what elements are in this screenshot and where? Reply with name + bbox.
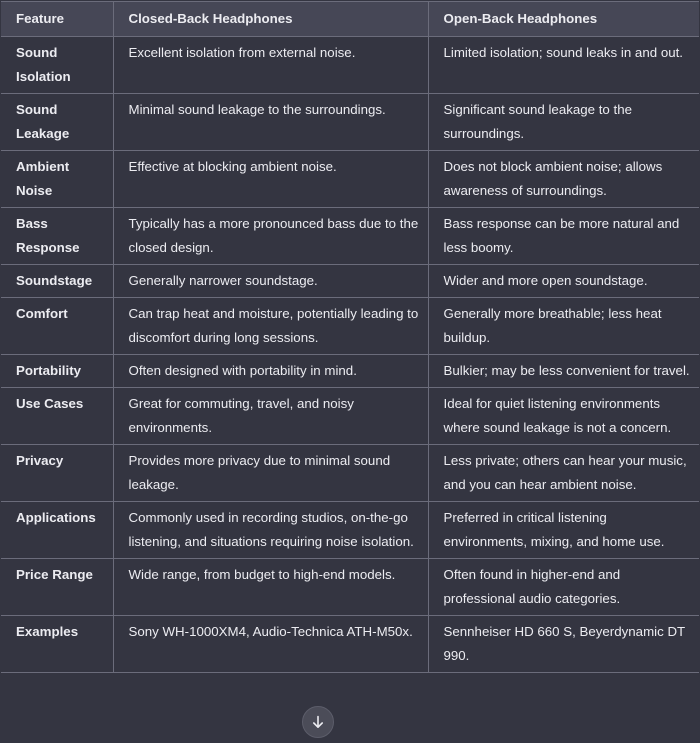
- closed-back-cell: Excellent isolation from external noise.: [113, 37, 428, 94]
- comparison-table: [1, 1, 699, 673]
- closed-back-cell: Typically has a more pronounced bass due to the closed design.: [113, 208, 428, 265]
- table-header-row: [1, 2, 699, 37]
- closed-back-cell: Effective at blocking ambient noise.: [113, 151, 428, 208]
- feature-cell: Use Cases: [1, 388, 113, 445]
- open-back-cell: Bulkier; may be less convenient for travel.: [428, 355, 699, 388]
- feature-cell: Ambient Noise: [1, 151, 113, 208]
- table-row: [1, 94, 699, 151]
- table-body: [1, 37, 699, 673]
- table-row: [1, 37, 699, 94]
- open-back-cell: Limited isolation; sound leaks in and out.: [428, 37, 699, 94]
- table-row: [1, 298, 699, 355]
- table-row: [1, 208, 699, 265]
- table-row: [1, 265, 699, 298]
- table-row: [1, 559, 699, 616]
- feature-cell: Comfort: [1, 298, 113, 355]
- open-back-cell: Often found in higher-end and professional audio categories.: [428, 559, 699, 616]
- header-open-back: Open-Back Headphones: [428, 2, 699, 37]
- open-back-cell: Less private; others can hear your music, and you can hear ambient noise.: [428, 445, 699, 502]
- header-closed-back: Closed-Back Headphones: [113, 2, 428, 37]
- closed-back-cell: Provides more privacy due to minimal sound leakage.: [113, 445, 428, 502]
- closed-back-cell: Can trap heat and moisture, potentially leading to discomfort during long sessions.: [113, 298, 428, 355]
- feature-cell: Soundstage: [1, 265, 113, 298]
- feature-cell: Privacy: [1, 445, 113, 502]
- table-row: [1, 616, 699, 673]
- closed-back-cell: Minimal sound leakage to the surroundings.: [113, 94, 428, 151]
- closed-back-cell: Often designed with portability in mind.: [113, 355, 428, 388]
- table-row: [1, 445, 699, 502]
- table-row: [1, 151, 699, 208]
- open-back-cell: Does not block ambient noise; allows awareness of surroundings.: [428, 151, 699, 208]
- closed-back-cell: Wide range, from budget to high-end models.: [113, 559, 428, 616]
- open-back-cell: Wider and more open soundstage.: [428, 265, 699, 298]
- feature-cell: Examples: [1, 616, 113, 673]
- open-back-cell: Bass response can be more natural and less boomy.: [428, 208, 699, 265]
- closed-back-cell: Sony WH-1000XM4, Audio-Technica ATH-M50x.: [113, 616, 428, 673]
- open-back-cell: Ideal for quiet listening environments where sound leakage is not a concern.: [428, 388, 699, 445]
- open-back-cell: Generally more breathable; less heat buildup.: [428, 298, 699, 355]
- table-header: [1, 2, 699, 37]
- closed-back-cell: Commonly used in recording studios, on-the-go listening, and situations requiring noise isolation.: [113, 502, 428, 559]
- header-feature: Feature: [1, 2, 113, 37]
- feature-cell: Applications: [1, 502, 113, 559]
- table-row: [1, 502, 699, 559]
- open-back-cell: Sennheiser HD 660 S, Beyerdynamic DT 990.: [428, 616, 699, 673]
- feature-cell: Sound Isolation: [1, 37, 113, 94]
- closed-back-cell: Great for commuting, travel, and noisy environments.: [113, 388, 428, 445]
- feature-cell: Price Range: [1, 559, 113, 616]
- open-back-cell: Preferred in critical listening environments, mixing, and home use.: [428, 502, 699, 559]
- feature-cell: Bass Response: [1, 208, 113, 265]
- scroll-to-bottom-button[interactable]: [302, 706, 334, 738]
- feature-cell: Portability: [1, 355, 113, 388]
- table-row: [1, 355, 699, 388]
- table-row: [1, 388, 699, 445]
- closed-back-cell: Generally narrower soundstage.: [113, 265, 428, 298]
- feature-cell: Sound Leakage: [1, 94, 113, 151]
- open-back-cell: Significant sound leakage to the surroundings.: [428, 94, 699, 151]
- arrow-down-icon: [311, 715, 325, 729]
